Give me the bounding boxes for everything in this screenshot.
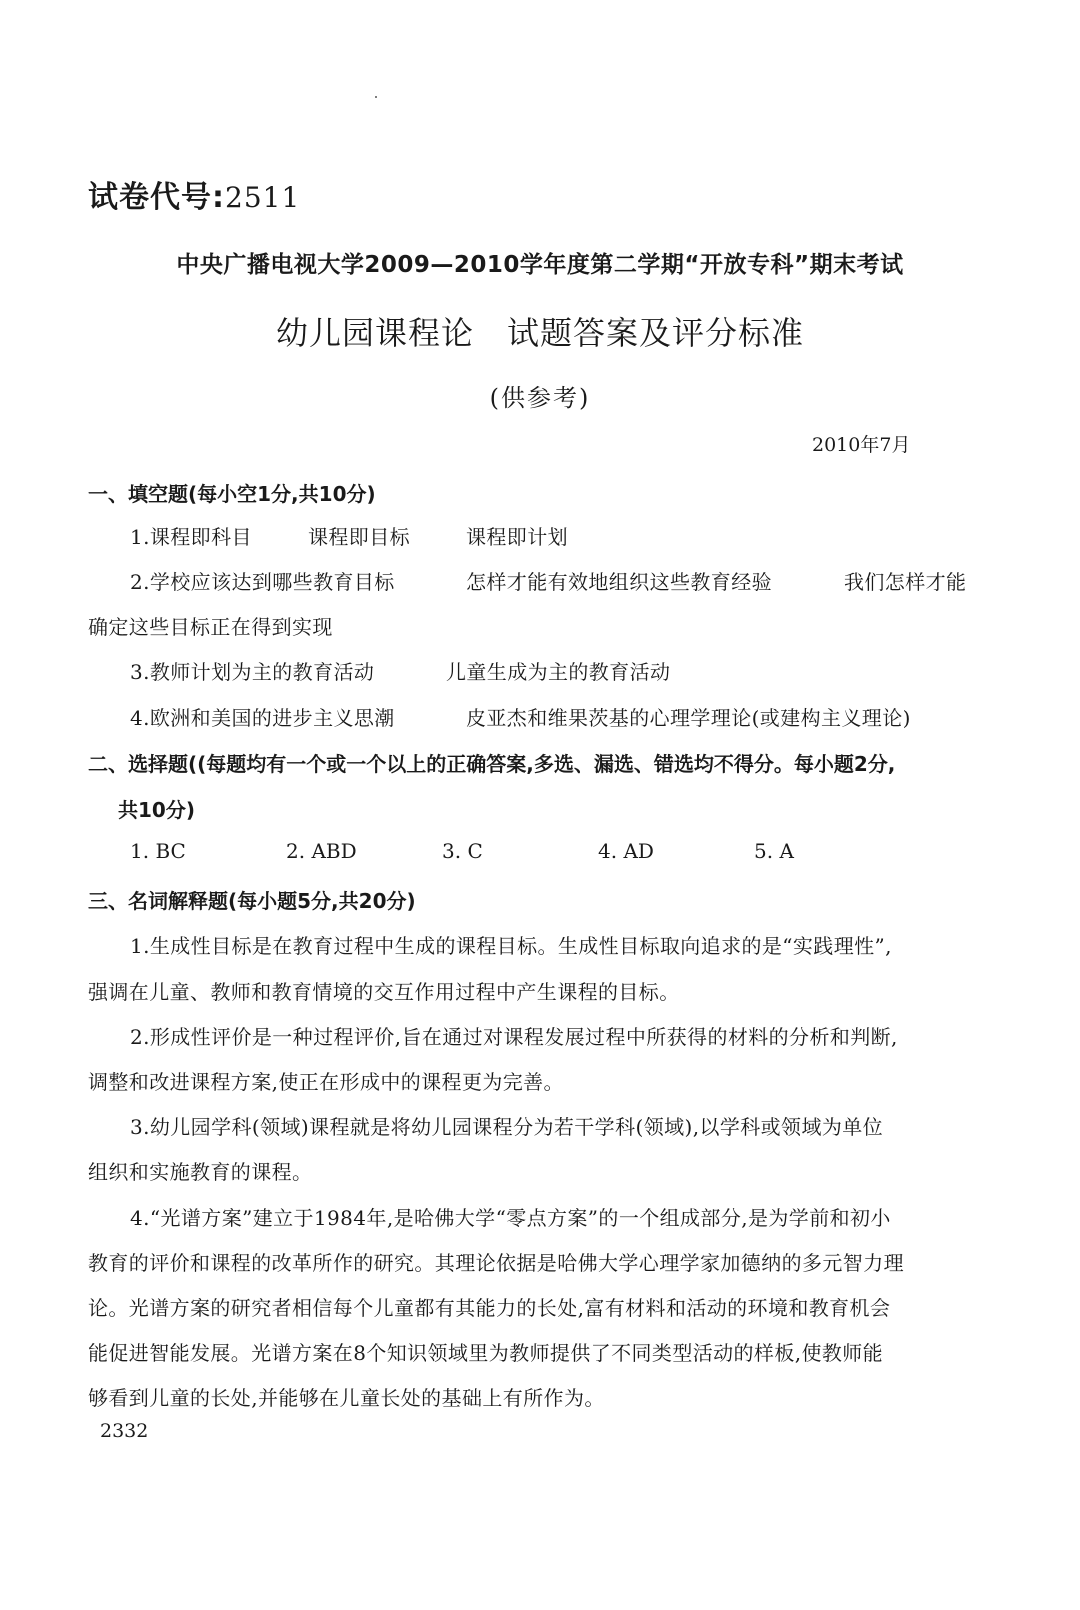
s3-p2-line-1: 2.形成性评价是一种过程评价,旨在通过对课程发展过程中所获得的材料的分析和判断,	[130, 1025, 898, 1049]
s3-p3-line-2: 组织和实施教育的课程。	[88, 1160, 313, 1184]
s2-answer-3: 3. C	[442, 839, 483, 863]
section-2-heading-line-1: 二、选择题((每题均有一个或一个以上的正确答案,多选、漏选、错选均不得分。每小题2分,	[88, 752, 896, 776]
s3-p4-line-5: 够看到儿童的长处,并能够在儿童长处的基础上有所作为。	[88, 1386, 605, 1410]
page-number: 2332	[100, 1420, 149, 1442]
s1-q3-answer-b: 儿童生成为主的教育活动	[446, 660, 671, 684]
s2-answer-5: 5. A	[754, 839, 794, 863]
page-subtitle: (供参考)	[489, 384, 591, 412]
s1-q1-answer-b: 课程即目标	[308, 525, 410, 549]
s2-answer-2: 2. ABD	[286, 839, 357, 863]
s3-p2-line-2: 调整和改进课程方案,使正在形成中的课程更为完善。	[88, 1070, 564, 1094]
s2-answer-4: 4. AD	[598, 839, 654, 863]
s3-p3-line-1: 3.幼儿园学科(领域)课程就是将幼儿园课程分为若干学科(领域),以学科或领域为单位	[130, 1115, 884, 1139]
s3-p4-line-1: 4.“光谱方案”建立于1984年,是哈佛大学“零点方案”的一个组成部分,是为学前和初小	[130, 1206, 891, 1230]
section-3-heading: 三、名词解释题(每小题5分,共20分)	[88, 889, 416, 913]
paper-code-label: 试卷代号:	[88, 180, 225, 215]
s1-q1-answer-c: 课程即计划	[466, 525, 568, 549]
scan-speck	[375, 96, 377, 98]
s2-answer-1: 1. BC	[130, 839, 186, 863]
s3-p1-line-2: 强调在儿童、教师和教育情境的交互作用过程中产生课程的目标。	[88, 980, 680, 1004]
s3-p1-line-1: 1.生成性目标是在教育过程中生成的课程目标。生成性目标取向追求的是“实践理性”,	[130, 934, 892, 958]
s1-q4-answer-a: 4.欧洲和美国的进步主义思潮	[130, 706, 395, 730]
paper-code-number: 2511	[225, 181, 301, 214]
s1-q2-answer-a: 2.学校应该达到哪些教育目标	[130, 570, 395, 594]
page-title: 幼儿园课程论 试题答案及评分标准	[275, 314, 804, 352]
s3-p4-line-3: 论。光谱方案的研究者相信每个儿童都有其能力的长处,富有材料和活动的环境和教育机会	[88, 1296, 891, 1320]
s1-q2-answer-d: 确定这些目标正在得到实现	[88, 615, 333, 639]
s3-p4-line-4: 能促进智能发展。光谱方案在8个知识领域里为教师提供了不同类型活动的样板,使教师能	[88, 1341, 884, 1365]
s1-q1-answer-a: 1.课程即科目	[130, 525, 252, 549]
exam-date: 2010年7月	[812, 434, 911, 456]
s1-q2-answer-c: 我们怎样才能	[844, 570, 967, 594]
s1-q2-answer-b: 怎样才能有效地组织这些教育经验	[466, 570, 772, 594]
s1-q4-answer-b: 皮亚杰和维果茨基的心理学理论(或建构主义理论)	[466, 706, 911, 730]
s1-q3-answer-a: 3.教师计划为主的教育活动	[130, 660, 375, 684]
paper-code	[88, 172, 300, 216]
s3-p4-line-2: 教育的评价和课程的改革所作的研究。其理论依据是哈佛大学心理学家加德纳的多元智力理	[88, 1251, 904, 1275]
exam-title-line: 中央广播电视大学2009—2010学年度第二学期“开放专科”期末考试	[176, 252, 904, 278]
section-1-heading: 一、填空题(每小空1分,共10分)	[88, 482, 376, 506]
section-2-heading-line-2: 共10分)	[118, 798, 195, 822]
